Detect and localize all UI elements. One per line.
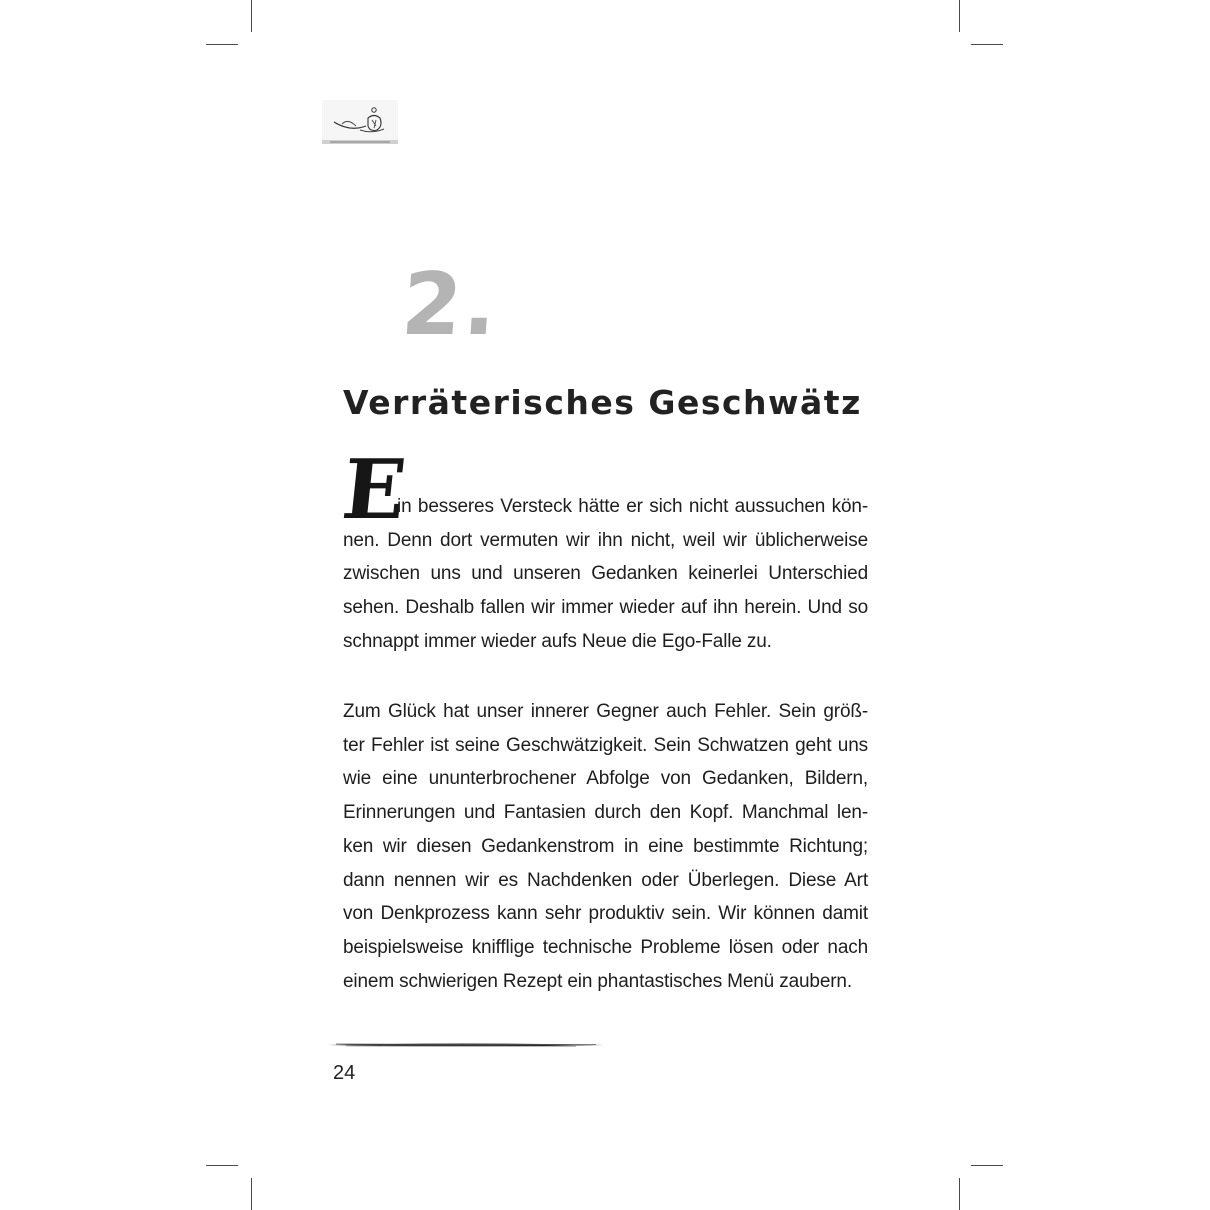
crop-mark-top-left-horizontal [206,44,238,45]
crop-mark-top-left-vertical [251,0,252,32]
crop-mark-bottom-left-horizontal [206,1165,238,1166]
crop-mark-top-right-vertical [959,0,960,32]
drop-cap: E [337,442,411,538]
paragraph-1 [343,490,868,659]
crop-mark-top-right-horizontal [971,44,1003,45]
crop-mark-bottom-right-horizontal [971,1165,1003,1166]
chapter-number: 2. [398,255,503,355]
crop-mark-bottom-left-vertical [251,1178,252,1210]
crop-mark-bottom-right-vertical [959,1178,960,1210]
paragraph-1-first-line: in besseres Versteck hätte er sich nicht aussuchen kön- [397,496,868,517]
chapter-title: Verräterisches Geschwätz [343,383,862,422]
brush-stroke-divider [326,1040,606,1050]
page-number: 24 [333,1062,356,1084]
meditating-figure-icon [320,96,400,152]
paragraph-1-rest: nen. Denn dort vermuten wir ihn nicht, weil wir üblicherweise zwischen uns und unseren Gedanken keinerlei Unterschied sehen. Deshalb fallen wir immer wieder auf ihn herein. Und so schnappt immer wieder aufs Neue die Ego-Falle zu. [343,529,868,652]
paragraph-2: Zum Glück hat unser innerer Gegner auch Fehler. Sein größ-ter Fehler ist seine Geschwätzigkeit. Sein Schwatzen geht uns wie eine ununterbrochener Abfolge von Gedanken, Bildern, Erinnerungen und Fantasien durch den Kopf. Manchmal len-ken wir diesen Gedankenstrom in eine bestimmte Richtung; dann nennen wir es Nachdenken oder Überlegen. Diese Art von Denkprozess kann sehr produktiv sein. Wir können damit beispielsweise knifflige technische Probleme lösen oder nach einem schwierigen Rezept ein phantastisches Menü zaubern. [343,701,868,992]
